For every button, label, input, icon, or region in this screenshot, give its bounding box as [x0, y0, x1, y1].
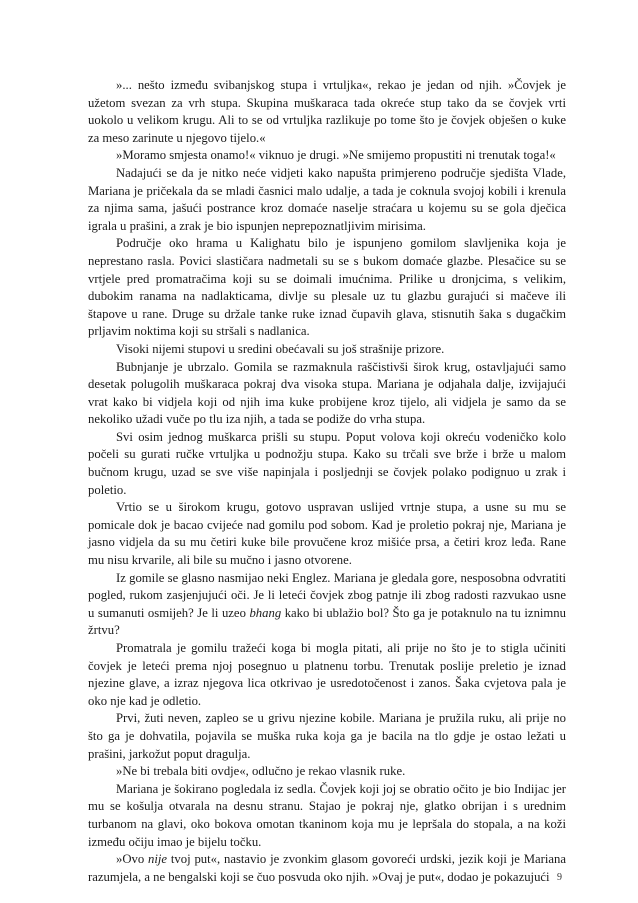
- paragraph: [88, 763, 566, 781]
- paragraph: [88, 147, 566, 165]
- paragraph: [88, 77, 566, 147]
- text-run: Područje oko hrama u Kalighatu bilo je ispunjeno gomilom slavljenika koja je neprestano rasla. Povici slastičara nadmetali su se s bukom domaće glazbe. Plesačice su se vrtjele pred promatračima koji su se doimali imućnima. Prilike u dronjcima, s velikim, dubokim ranama na nadlakticama, divlje su plesale uz tu glazbu gurajući si mačeve ili štapove u rane. Druge su držale tanke ruke iznad čupavih glava, stisnutih šaka s dugačkim prljavim noktima koji su stršali s nadlanica.: [88, 236, 566, 339]
- paragraph: [88, 710, 566, 763]
- italic-text: nije: [148, 852, 168, 867]
- paragraph: [88, 570, 566, 640]
- text-run: kako bi ublažio bol? Što ga je potaknulo na tu iznimnu žrtvu?: [88, 605, 566, 638]
- text-run: Visoki nijemi stupovi u sredini obećavali su još strašnije prizore.: [116, 341, 445, 356]
- paragraph: [88, 341, 566, 359]
- italic-text: bhang: [249, 605, 282, 620]
- text-run: Promatrala je gomilu tražeći koga bi mogla pitati, ali prije no što je to stigla učiniti čovjek je leteći prema njoj posegnuo u platnenu torbu. Trenutak poslije preletio je iznad njezine glave, a izraz njegova lica otkrivao je usredotočenost i zanos. Šaka cvjetova pala je oko nje kad je odletio.: [88, 641, 566, 708]
- paragraph: [88, 781, 566, 851]
- text-run: »... nešto između svibanjskog stupa i vrtuljka«, rekao je jedan od njih. »Čovjek je užetom svezan za vrh stupa. Skupina muškaraca tada okreće stup tako da se čovjek vrti uokolo u velikom krugu. Ali to se od vrtuljka razlikuje po tome što je čovjek obješen o kuke za meso zarinute u njegovo tijelo.«: [88, 78, 566, 145]
- text-run: Vrtio se u širokom krugu, gotovo uspravan uslijed vrtnje stupa, a usne su mu se pomicale dok je bacao cvijeće nad gomilu pod sobom. Kad je proletio pokraj nje, Mariana je jasno vidjela da su mu četiri kuke bile provučene kroz mišiće prsa, a četiri kroz leđa. Rane mu nisu krvarile, ali bile su mučno i jasno otvorene.: [88, 500, 566, 568]
- paragraph: [88, 165, 566, 235]
- paragraph: [88, 235, 566, 341]
- text-run: »Ne bi trebala biti ovdje«, odlučno je rekao vlasnik ruke.: [116, 764, 406, 779]
- body-text: [88, 77, 566, 886]
- text-run: tvoj put«, nastavio je zvonkim glasom govoreći urdski, jezik koji je Mariana razumjela, a ne bengalski koji se čuo posvuda oko njih. »Ovaj je put«, dodao je pokazujući: [88, 852, 566, 884]
- paragraph: [88, 429, 566, 499]
- paragraph: [88, 359, 566, 429]
- text-run: Nadajući se da je nitko neće vidjeti kako napušta primjereno područje sjedišta Vlade, Mariana je pričekala da se mladi časnici malo udalje, a tada je coknula svojoj kobili i krenula za njima sama, jašući postrance kroz domaće naselje straćara u kojemu su se gola dječica igrala u prašini, a zrak je bio ispunjen neprepoznatljivim mirisima.: [88, 165, 566, 233]
- paragraph: [88, 640, 566, 710]
- text-run: »Ovo: [116, 852, 149, 867]
- text-run: Iz gomile se glasno nasmijao neki Englez. Mariana je gledala gore, nesposobna odvratiti pogled, rukom zasjenjujući oči. Je li leteći čovjek zbog patnje ili zbog radosti razvukao usne u sumanuti osmijeh? Je li uzeo: [88, 570, 566, 620]
- text-run: Prvi, žuti neven, zapleo se u grivu njezine kobile. Mariana je pružila ruku, ali prije no što ga je dohvatila, pojavila se muška ruka koja ga je bacila na tlo gdje je ostao ležati u prašini, jarkožut poput dragulja.: [88, 711, 566, 761]
- paragraph: [88, 499, 566, 569]
- text-run: Svi osim jednog muškarca prišli su stupu. Poput volova koji okreću vodeničko kolo počeli su gurati ručke vrtuljka u podnožju stupa. Kako su trčali sve brže i brže u malom bučnom krugu, uzad se sve više napinjala i posljednji se čovjek polako podignuo u zrak i poletio.: [88, 429, 566, 497]
- paragraph: [88, 851, 566, 886]
- text-run: »Moramo smjesta onamo!« viknuo je drugi. »Ne smijemo propustiti ni trenutak toga!«: [116, 148, 556, 163]
- text-run: Bubnjanje je ubrzalo. Gomila se razmaknula raščistivši širok krug, ostavljajući samo desetak polugolih muškaraca pokraj dva visoka stupa. Mariana je odjahala dalje, izvijajući vrat kako bi vidjela koji od njih ima kuke probijene kroz tijelo, ali vidjela je samo da se nekoliko užadi vuče po tlu iza njih, a tada se podiže do vrha stupa.: [88, 359, 566, 427]
- page-number: 9: [557, 872, 562, 883]
- text-run: Mariana je šokirano pogledala iz sedla. Čovjek koji joj se obratio očito je bio Indijac jer mu se košulja otvarala na desnu stranu. Stajao je pokraj nje, glatko obrijan i s urednim turbanom na glavi, oko bokova omotan tkaninom koja mu je lepršala do stopala, a na koži između očiju imao je bijelu točku.: [88, 781, 566, 849]
